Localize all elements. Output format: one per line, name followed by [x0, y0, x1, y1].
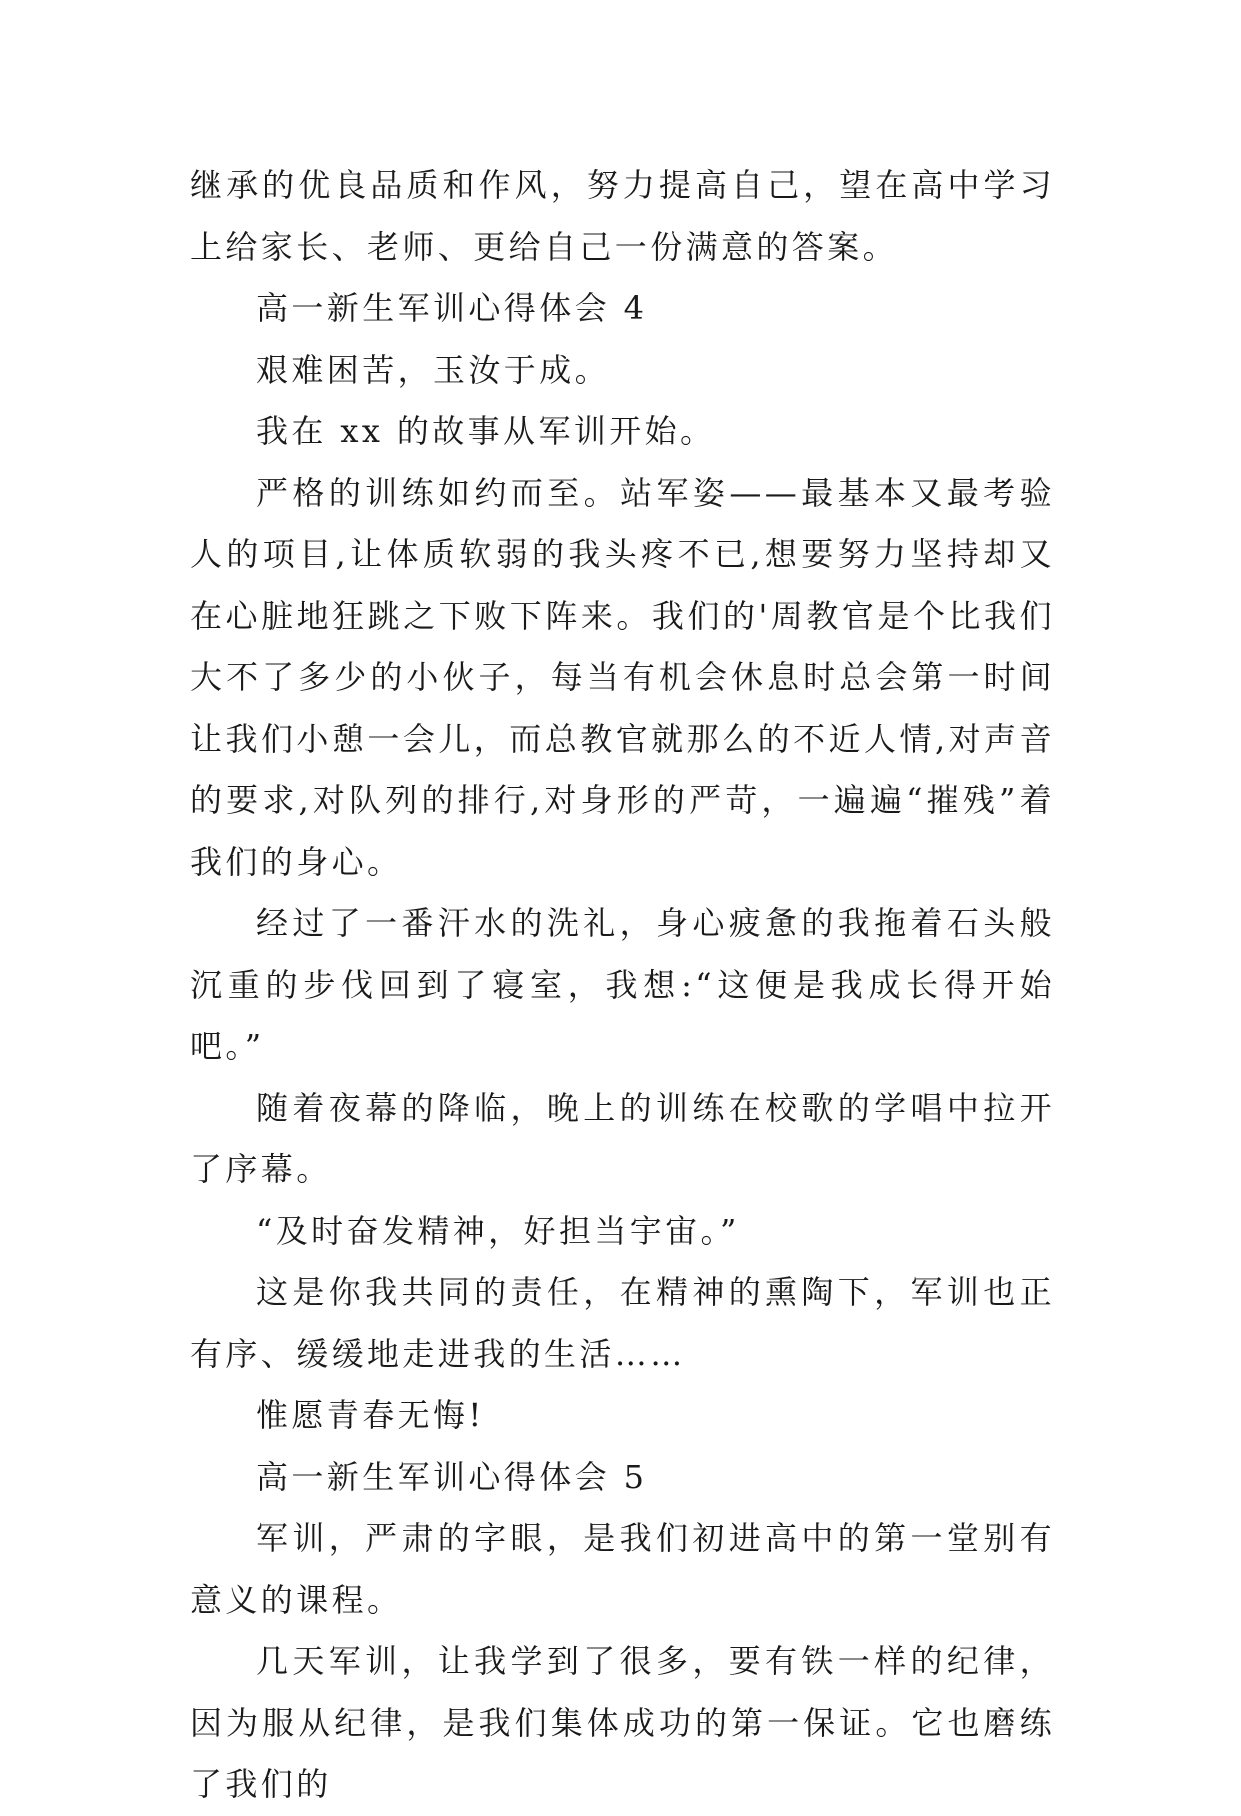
paragraph-quote: “及时奋发精神，好担当宇宙。” [256, 1211, 740, 1250]
paragraph: 随着夜幕的降临，晚上的训练在校歌的学唱中拉开了序幕。 [190, 1088, 1055, 1188]
paragraph: 惟愿青春无悔! [256, 1396, 485, 1434]
paragraph: 我在 xx 的故事从军训开始。 [256, 412, 716, 450]
paragraph: 艰难困苦，玉汝于成。 [256, 350, 611, 389]
section-heading-4: 高一新生军训心得体会 4 [256, 289, 648, 327]
paragraph: 军训，严肃的字眼，是我们初进高中的第一堂别有意义的课程。 [190, 1519, 1055, 1619]
paragraph-continuation: 继承的优良品质和作风，努力提高自己，望在高中学习上给家长、老师、更给自己一份满意的答案。 [190, 166, 1055, 266]
paragraph: 经过了一番汗水的洗礼，身心疲惫的我拖着石头般沉重的步伐回到了寝室，我想:“这便是我成长得开始吧。” [190, 904, 1055, 1065]
paragraph: 严格的训练如约而至。站军姿——最基本又最考验人的项目,让体质软弱的我头疼不已,想要努力坚持却又在心脏地狂跳之下败下阵来。我们的'周教官是个比我们大不了多少的小伙子，每当有机会休息时总会第一时间让我们小憩一会儿，而总教官就那么的不近人情,对声音的要求,对队列的排行,对身形的严苛，一遍遍“摧残”着我们的身心。 [190, 473, 1055, 881]
document-body [190, 155, 1055, 1816]
paragraph: 这是你我共同的责任，在精神的熏陶下，军训也正有序、缓缓地走进我的生活…… [190, 1273, 1055, 1373]
section-heading-5: 高一新生军训心得体会 5 [256, 1457, 648, 1496]
paragraph: 几天军训，让我学到了很多，要有铁一样的纪律，因为服从纪律，是我们集体成功的第一保证。它也磨练了我们的 [190, 1642, 1055, 1803]
